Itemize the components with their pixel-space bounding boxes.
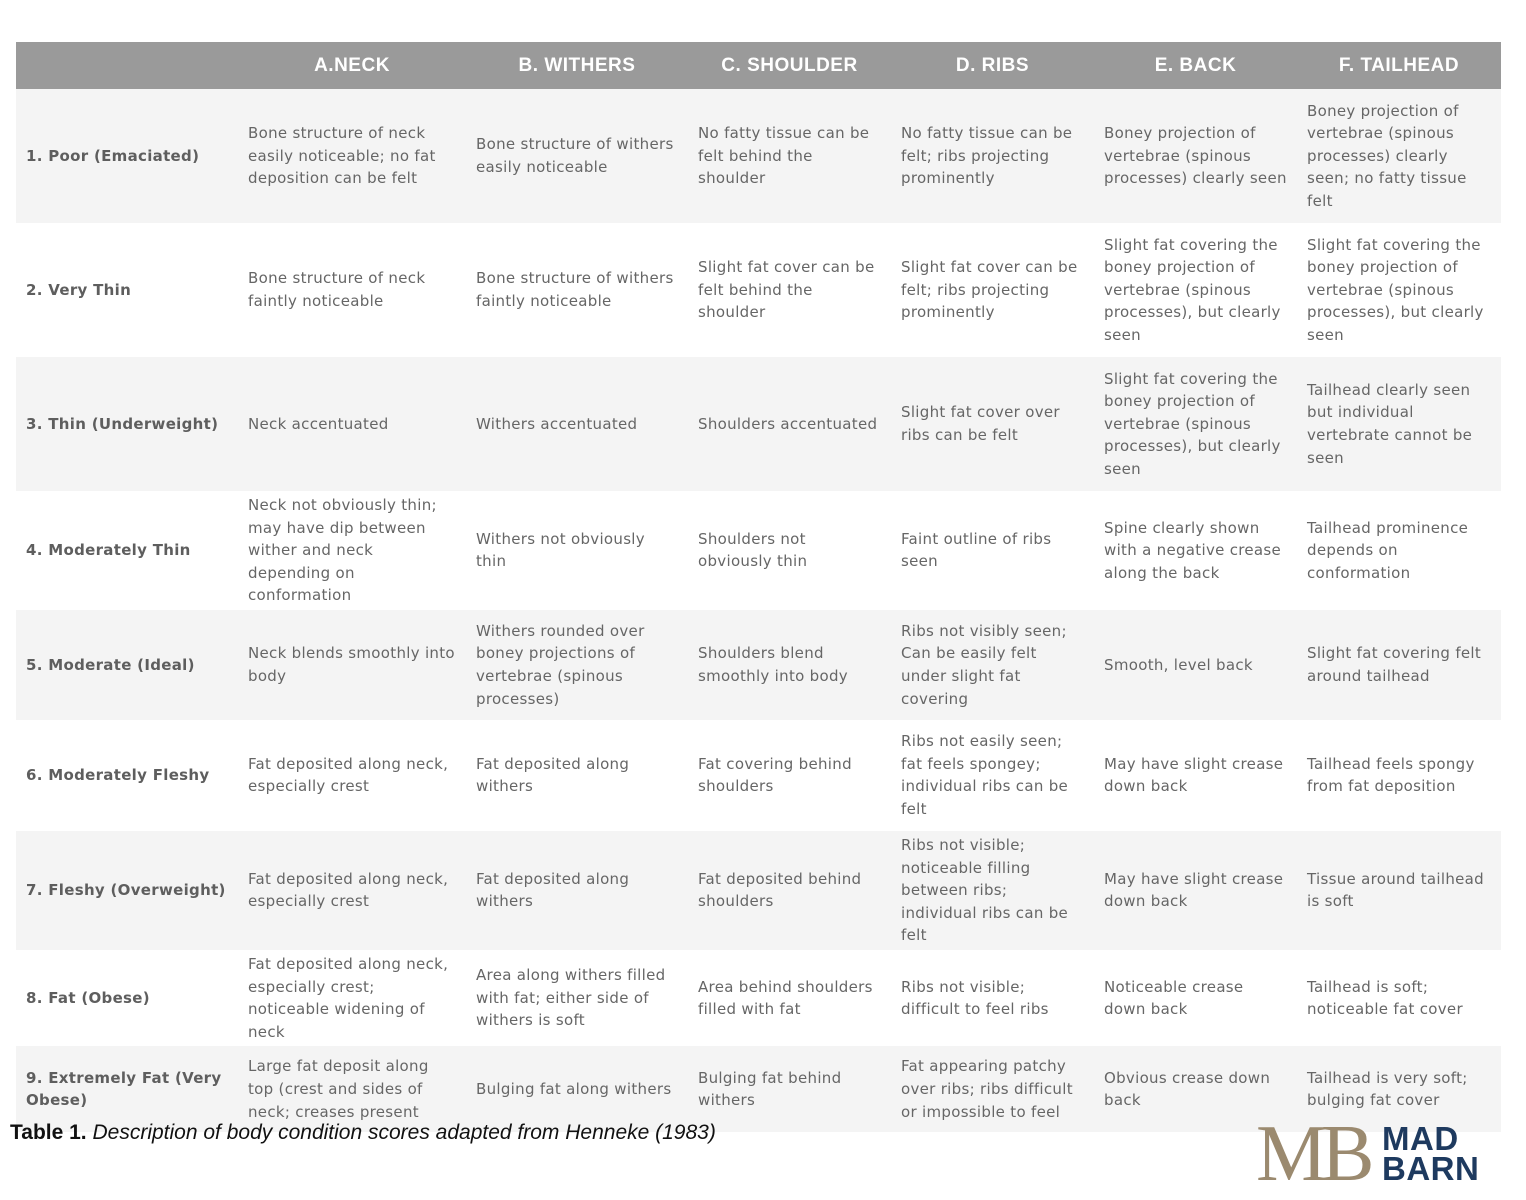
table-cell: Withers rounded over boney projections of vertebrae (spinous processes): [466, 610, 688, 720]
table-cell: Slight fat cover over ribs can be felt: [891, 357, 1094, 491]
row-label: 8. Fat (Obese): [16, 950, 238, 1046]
row-label: 1. Poor (Emaciated): [16, 89, 238, 223]
table-cell: No fatty tissue can be felt behind the shoulder: [688, 89, 891, 223]
header-cell-back: E. BACK: [1094, 42, 1297, 89]
logo-word-mad: MAD: [1382, 1120, 1459, 1157]
table-cell: Obvious crease down back: [1094, 1046, 1297, 1132]
table-cell: Neck accentuated: [238, 357, 466, 491]
table-cell: Fat deposited along neck, especially crest: [238, 831, 466, 950]
row-label: 9. Extremely Fat (Very Obese): [16, 1046, 238, 1132]
table-cell: Slight fat cover can be felt; ribs projecting prominently: [891, 223, 1094, 357]
table-row: [16, 610, 1501, 720]
table-row: [16, 223, 1501, 357]
table-cell: Fat covering behind shoulders: [688, 720, 891, 831]
table-cell: Area behind shoulders filled with fat: [688, 950, 891, 1046]
table-cell: Fat deposited behind shoulders: [688, 831, 891, 950]
table-cell: Bone structure of neck faintly noticeable: [238, 223, 466, 357]
table-row: [16, 491, 1501, 610]
header-cell-ribs: D. RIBS: [891, 42, 1094, 89]
table-cell: No fatty tissue can be felt; ribs projecting prominently: [891, 89, 1094, 223]
table-cell: Bone structure of withers easily noticeable: [466, 89, 688, 223]
row-label: 5. Moderate (Ideal): [16, 610, 238, 720]
table-cell: Ribs not easily seen; fat feels spongey; individual ribs can be felt: [891, 720, 1094, 831]
mad-barn-logo: [1256, 1110, 1508, 1198]
table-cell: May have slight crease down back: [1094, 831, 1297, 950]
logo-word-barn: BARN: [1382, 1150, 1480, 1187]
table-cell: Tailhead is very soft; bulging fat cover: [1297, 1046, 1501, 1132]
table-cell: Shoulders blend smoothly into body: [688, 610, 891, 720]
table-row: [16, 831, 1501, 950]
table-cell: Noticeable crease down back: [1094, 950, 1297, 1046]
logo-monogram: MB: [1256, 1110, 1369, 1198]
header-row: [16, 42, 1501, 89]
table-cell: Fat deposited along withers: [466, 831, 688, 950]
table-cell: Slight fat covering the boney projection of vertebrae (spinous processes), but clearly seen: [1094, 357, 1297, 491]
table-cell: Tailhead feels spongy from fat deposition: [1297, 720, 1501, 831]
header-cell-neck: A.NECK: [238, 42, 466, 89]
table-cell: Bone structure of withers faintly noticeable: [466, 223, 688, 357]
table-cell: Neck blends smoothly into body: [238, 610, 466, 720]
table-cell: Shoulders not obviously thin: [688, 491, 891, 610]
table-cell: Smooth, level back: [1094, 610, 1297, 720]
caption-label: Table 1.: [10, 1121, 87, 1144]
row-label: 7. Fleshy (Overweight): [16, 831, 238, 950]
table-cell: Fat appearing patchy over ribs; ribs difficult or impossible to feel: [891, 1046, 1094, 1132]
table-cell: Area along withers filled with fat; either side of withers is soft: [466, 950, 688, 1046]
table-cell: Ribs not visible; noticeable filling between ribs; individual ribs can be felt: [891, 831, 1094, 950]
table-cell: Large fat deposit along top (crest and sides of neck; creases present: [238, 1046, 466, 1132]
row-label: 2. Very Thin: [16, 223, 238, 357]
header-cell-tailhead: F. TAILHEAD: [1297, 42, 1501, 89]
header-cell-shoulder: C. SHOULDER: [688, 42, 891, 89]
table-body: [16, 89, 1501, 1132]
row-label: 4. Moderately Thin: [16, 491, 238, 610]
table-header: [16, 42, 1501, 89]
table-cell: Slight fat covering felt around tailhead: [1297, 610, 1501, 720]
table-cell: Slight fat covering the boney projection of vertebrae (spinous processes), but clearly seen: [1094, 223, 1297, 357]
table-cell: Fat deposited along withers: [466, 720, 688, 831]
table-cell: Shoulders accentuated: [688, 357, 891, 491]
table-cell: Tailhead clearly seen but individual vertebrate cannot be seen: [1297, 357, 1501, 491]
header-cell-blank: [16, 42, 238, 89]
table-cell: Tailhead prominence depends on conformation: [1297, 491, 1501, 610]
table-caption: [10, 1121, 716, 1145]
table-cell: Bulging fat along withers: [466, 1046, 688, 1132]
table-cell: Fat deposited along neck, especially crest; noticeable widening of neck: [238, 950, 466, 1046]
table-cell: Faint outline of ribs seen: [891, 491, 1094, 610]
body-condition-table-container: [16, 42, 1501, 1132]
table-cell: Neck not obviously thin; may have dip between wither and neck depending on conformation: [238, 491, 466, 610]
table-row: [16, 720, 1501, 831]
table-cell: Slight fat cover can be felt behind the shoulder: [688, 223, 891, 357]
table-cell: Slight fat covering the boney projection of vertebrae (spinous processes), but clearly seen: [1297, 223, 1501, 357]
table-cell: Ribs not visibly seen; Can be easily felt under slight fat covering: [891, 610, 1094, 720]
table-cell: Bone structure of neck easily noticeable; no fat deposition can be felt: [238, 89, 466, 223]
table-row: [16, 89, 1501, 223]
table-cell: Withers accentuated: [466, 357, 688, 491]
table-cell: Withers not obviously thin: [466, 491, 688, 610]
table-row: [16, 950, 1501, 1046]
body-condition-table: [16, 42, 1501, 1132]
table-row: [16, 357, 1501, 491]
header-cell-withers: B. WITHERS: [466, 42, 688, 89]
table-cell: Boney projection of vertebrae (spinous processes) clearly seen; no fatty tissue felt: [1297, 89, 1501, 223]
logo-wordmark: [1382, 1120, 1480, 1187]
table-cell: Tissue around tailhead is soft: [1297, 831, 1501, 950]
table-cell: May have slight crease down back: [1094, 720, 1297, 831]
caption-text: Description of body condition scores adapted from Henneke (1983): [92, 1121, 716, 1144]
row-label: 3. Thin (Underweight): [16, 357, 238, 491]
table-cell: Tailhead is soft; noticeable fat cover: [1297, 950, 1501, 1046]
table-cell: Boney projection of vertebrae (spinous processes) clearly seen: [1094, 89, 1297, 223]
table-cell: Spine clearly shown with a negative crease along the back: [1094, 491, 1297, 610]
table-cell: Fat deposited along neck, especially crest: [238, 720, 466, 831]
row-label: 6. Moderately Fleshy: [16, 720, 238, 831]
table-cell: Ribs not visible; difficult to feel ribs: [891, 950, 1094, 1046]
table-cell: Bulging fat behind withers: [688, 1046, 891, 1132]
